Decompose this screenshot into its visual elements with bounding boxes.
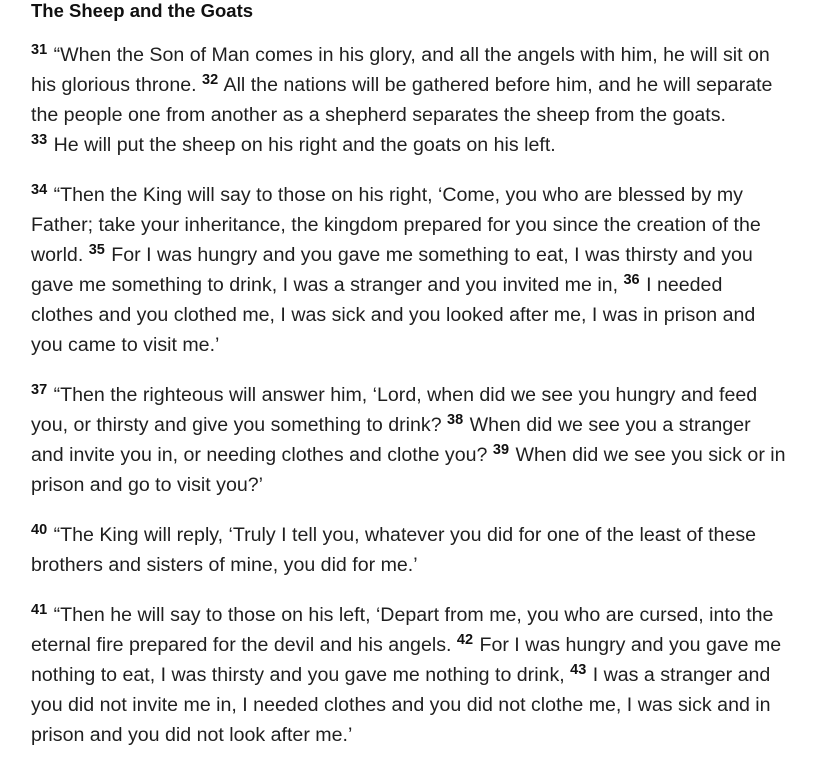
verse-text: the people one from another as a shepherd separates the sheep from the goats.: [31, 104, 726, 126]
verse-text: prison and go to visit you?’: [31, 474, 263, 496]
text-line: [31, 40, 803, 70]
verse-text: eternal fire prepared for the devil and his angels.: [31, 634, 457, 656]
verse-text: “The King will reply, ‘Truly I tell you, whatever you did for one of the least of these: [48, 524, 757, 546]
verse-number: 35: [88, 242, 105, 258]
text-line: [31, 70, 803, 100]
verse-number: 40: [31, 522, 48, 538]
paragraph: [31, 40, 803, 160]
paragraph: [31, 180, 803, 360]
verse-number: 43: [570, 662, 587, 678]
verse-text: gave me something to drink, I was a stranger and you invited me in,: [31, 274, 624, 296]
verse-number: 36: [623, 272, 640, 288]
paragraph: [31, 520, 803, 580]
text-line: [31, 240, 803, 270]
text-line: [31, 630, 803, 660]
verse-text: “Then he will say to those on his left, ‘Depart from me, you who are cursed, into the: [48, 604, 774, 626]
verse-text: For I was hungry and you gave me something to eat, I was thirsty and you: [105, 244, 753, 266]
verse-number: 42: [456, 632, 474, 648]
text-line: [31, 600, 803, 630]
verse-text: clothes and you clothed me, I was sick and you looked after me, I was in prison and: [31, 304, 756, 326]
verse-text: Father; take your inheritance, the kingdom prepared for you since the creation of the: [31, 214, 761, 236]
text-line: [31, 720, 803, 750]
text-line: [31, 520, 803, 550]
verse-text: and invite you in, or needing clothes and clothe you?: [31, 444, 493, 466]
text-line: [31, 470, 803, 500]
paragraph: [31, 600, 803, 750]
verse-text: nothing to eat, I was thirsty and you gave me nothing to drink,: [31, 664, 571, 686]
verse-text: world.: [31, 244, 89, 266]
paragraph: [31, 380, 803, 500]
verse-text: you came to visit me.’: [31, 334, 220, 356]
verse-text: “Then the righteous will answer him, ‘Lord, when did we see you hungry and feed: [48, 384, 758, 406]
verse-number: 41: [31, 602, 48, 618]
verse-number: 39: [492, 442, 510, 458]
verse-text: For I was hungry and you gave me: [474, 634, 782, 656]
text-line: [31, 660, 803, 690]
verse-number: 37: [31, 382, 48, 398]
text-line: [31, 550, 803, 580]
text-line: [31, 210, 803, 240]
verse-text: When did we see you sick or in: [510, 444, 786, 466]
verse-text: his glorious throne.: [31, 74, 202, 96]
text-line: [31, 330, 803, 360]
section-heading: The Sheep and the Goats: [31, 0, 254, 21]
verse-text: brothers and sisters of mine, you did for me.’: [31, 554, 418, 576]
text-line: [31, 300, 803, 330]
verse-text: “Then the King will say to those on his right, ‘Come, you who are blessed by my: [48, 184, 743, 206]
text-line: [31, 180, 803, 210]
verse-text: “When the Son of Man comes in his glory, and all the angels with him, he will sit on: [48, 44, 770, 66]
verse-number: 32: [202, 72, 219, 88]
text-line: [31, 440, 803, 470]
verse-number: 33: [31, 132, 48, 148]
passage-body: [31, 40, 803, 750]
text-line: [31, 410, 803, 440]
verse-number: 38: [447, 412, 464, 428]
text-line: [31, 380, 803, 410]
text-line: [31, 100, 803, 130]
verse-text: I was a stranger and: [587, 664, 771, 686]
verse-text: you did not invite me in, I needed clothes and you did not clothe me, I was sick and in: [31, 694, 771, 716]
text-line: [31, 130, 803, 160]
text-line: [31, 690, 803, 720]
verse-number: 31: [31, 42, 48, 58]
verse-text: When did we see you a stranger: [464, 414, 751, 436]
verse-text: you, or thirsty and give you something to drink?: [31, 414, 448, 436]
verse-text: He will put the sheep on his right and the goats on his left.: [48, 134, 556, 156]
verse-text: prison and you did not look after me.’: [31, 724, 353, 746]
verse-text: All the nations will be gathered before him, and he will separate: [219, 74, 773, 96]
verse-number: 34: [31, 182, 48, 198]
verse-text: I needed: [640, 274, 723, 296]
text-line: [31, 270, 803, 300]
